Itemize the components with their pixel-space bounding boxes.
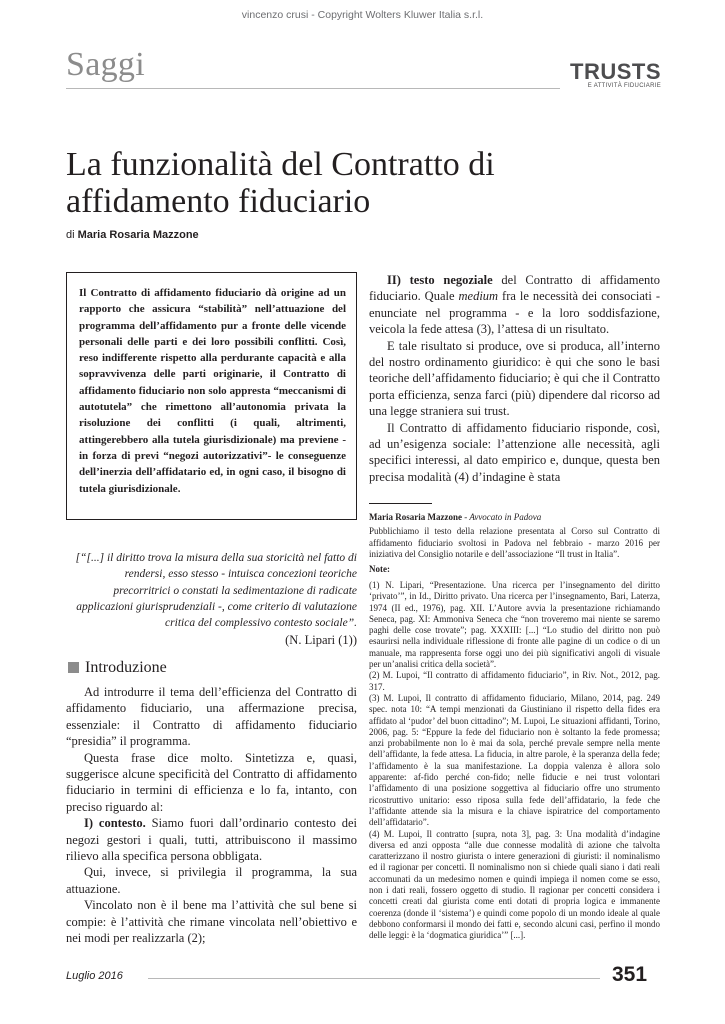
footnotes-list [369,580,660,942]
footnote-intro: Pubblichiamo il testo della relazione presentata al Corso sul Contratto di affidamento fiduciario svoltosi in Padova nel febbraio - marzo 2016 per iniziativa del Consiglio notarile e dell’associazione “Il trust in Italia”. [369,526,660,559]
epigraph [66,550,357,649]
paragraph: Questa frase dice molto. Sintetizza e, quasi, suggerisce alcune specificità del Contratto di affidamento fiduciario in termini di efficienza e lo fa, intanto, con preciso riguardo al: [66,750,357,814]
footnote-author-role: - Avvocato in Padova [461,512,542,522]
journal-logo [566,60,661,89]
abstract-text: Il Contratto di affidamento fiduciario dà origine ad un rapporto che assicura “stabilità” nell’attuazione del programma dell’affidamento pur a fronte delle vicende personali delle parti e dei loro possibili conflitti. Così, reso indifferente rispetto alla perdurante capacità e alla sopravvivenza delle parti originarie, il Contratto di affidamento fiduciario non solo appresta “meccanismi di autotutela” che rimettono all’autonomia privata la risoluzione dei conflitti (i quali, altrimenti, attingerebbero alla tutela giurisdizionale) ma previene - in forza di previ “negozi autorizzativi”- le conseguenze dell’inerzia dell’affidatario ed, in ogni caso, il bisogno di tutela giurisdizionale. [79,287,346,495]
paragraph: Il Contratto di affidamento fiduciario risponde, così, ad un’esigenza sociale: l’attenzione alle necessità, agli specifici interessi, al dato empirico e, dunque, questa ben precisa modalità (4) d’indagine è stata [369,420,660,484]
paragraph-text: fra le necessità dei consociati - enunciate nel programma - e la loro soddisfazione, veicola la fede attesa (3), l’attesa di un risultato. [369,289,661,337]
footnote-author [369,512,541,522]
section-heading [68,659,167,677]
paragraph-text: del Contratto di affidamento fiduciario. Quale [369,273,660,304]
footer-date: Luglio 2016 [66,970,123,982]
paragraph: Vincolato non è il bene ma l’attività che sul bene si compie: è l’attività che rimane vincolata nell’obiettivo e nei modi per realizzarla (2); [66,898,357,946]
footnote: (4) M. Lupoi, Il contratto [supra, nota 3], pag. 3: Una modalità d’indagine diversa ed anzi opposta “alle due connesse modalità di azione che talvolta caratterizzano il nostro giurista o intere generazioni di giuristi: il nominalismo ed il ragionar per concetti. Il nominalismo non si chiede quali siano i dati reali accomunati da un medesimo nomen e quindi impiega il nomen come se esso, non i dati reali, fossero oggetto di studio. Il ragionar per concetti considera i concetti creati dal giurista come enti dotati di propria logica e immanente coerenza (donde il ‘sistema’) e quindi come popolo di un mondo ideale al quale debbono conformarsi il mondo dei fatti e, secondo alcuni casi, perfino il mondo delle leggi: è la ‘dogmatica giuridica’” [...]. [369,828,660,941]
footnote: (3) M. Lupoi, Il contratto di affidamento fiduciario, Milano, 2014, pag. 249 spec. nota 10: “A tempi menzionati da Giustiniano il rispetto della fides era affidato al ‘pudor’ del buon cittadino”; M. Lupoi, Le situazioni affidanti, Torino, 2006, pag. 5: “Eppure la fede del fiduciario non è soltanto la fede promessa; anzi probabilmente non lo è mai da sola, perché prevale sempre nella mente dell’affidante, la fede attesa. La fiducia, in altre parole, è la speranza della fede; l’affidamento è la sua manifestazione. La doppia valenza è allora solo apparente: af-fido perché con-fido; nelle fiducie e nei trust volontari l’affidamento di una posizione soggettiva al fiduciario offre uno strumento ricostruttivo unitario: esso riposa sulla fede dell’affidatario, la fede che l’affidante attende sia la misura e la chiave ispiratrice del comportamento dell’affidatario”. [369,692,660,828]
paragraph-lead: II) testo negoziale [387,273,493,287]
section-heading-text: Introduzione [85,659,167,676]
paragraph-lead: I) contesto. [84,816,146,831]
paragraph: Ad introdurre il tema dell’efficienza del Contratto di affidamento fiduciario, una affermazione precisa, essenziale: il Contratto di affidamento fiduciario “presidia” il programma. [66,685,357,749]
header-rule [66,88,560,89]
article-byline [66,229,199,241]
author-name: Maria Rosaria Mazzone [77,229,199,241]
copyright-watermark: vincenzo crusi - Copyright Wolters Kluwer Italia s.r.l. [241,9,484,21]
logo-main: TRUSTS [570,59,661,84]
right-column-body [369,272,660,485]
left-column-body [66,684,357,947]
epigraph-text: [“[...] il diritto trova la misura della sua storicità nel fatto di rendersi, esso stesso - intuisca concezioni teoriche precorritrici o constati la sedimentazione di radicate applicazioni giurisprudenziali -, come criterio di valutazione critica del complessivo contesto sociale”. [75,552,357,630]
paragraph [66,815,357,864]
byline-prefix: di [66,229,75,241]
paragraph: E tale risultato si produce, ove si produca, all’interno del nostro ordinamento giuridico: è qui che sono le basi teoriche dell’affidamento fiduciario; è qui che il Contratto porta efficienza, senza farci (più) dipendere dal ricorso ad una legge straniera sui trust. [369,338,660,419]
footnote-author-name: Maria Rosaria Mazzone [369,512,462,522]
footnote: (1) N. Lipari, “Presentazione. Una ricerca per l’insegnamento del diritto ‘privato’”, in Id., Diritto privato. Una ricerca per l’insegnamento, Bari, Laterza, 1974 (II ed., 1976), pag. XII. L’Autore avvia la presentazione richiamando Seneca, pag. XI: Ammoniva Seneca che “non troveremo mai niente se saremo paghi delle cose trovate”; pag. XXXIII: [...] “Lo studio del diritto non può esaurirsi nella individuale riflessione di fronte alle pagine di un codice o di un manuale, ma rappresenta forse oggi uno dei più significativi angoli di visuale per un’analisi critica della società”. [369,580,660,670]
emphasis: medium [458,289,499,304]
epigraph-source: (N. Lipari (1)) [285,633,357,648]
page-number: 351 [612,963,648,986]
article-title: La funzionalità del Contratto di affidamento fiduciario [66,146,495,220]
section-label: Saggi [66,46,145,83]
logo-sub: E ATTIVITÀ FIDUCIARIE [587,83,661,89]
footnote: (2) M. Lupoi, “Il contratto di affidamento fiduciario”, in Riv. Not., 2012, pag. 317. [369,670,660,692]
abstract-box [66,272,357,520]
footer-rule [148,978,600,979]
paragraph-text: Siamo fuori dall’ordinario contesto dei negozi gestori i quali, tutti, attribuiscono il massimo rilievo alla specifica persona obbligata. [66,816,357,864]
paragraph [369,272,660,338]
paragraph: Qui, invece, si privilegia il programma, la sua attuazione. [66,865,357,896]
notes-label: Note: [369,564,390,574]
footnote-rule [369,503,432,504]
square-bullet-icon [68,662,79,673]
